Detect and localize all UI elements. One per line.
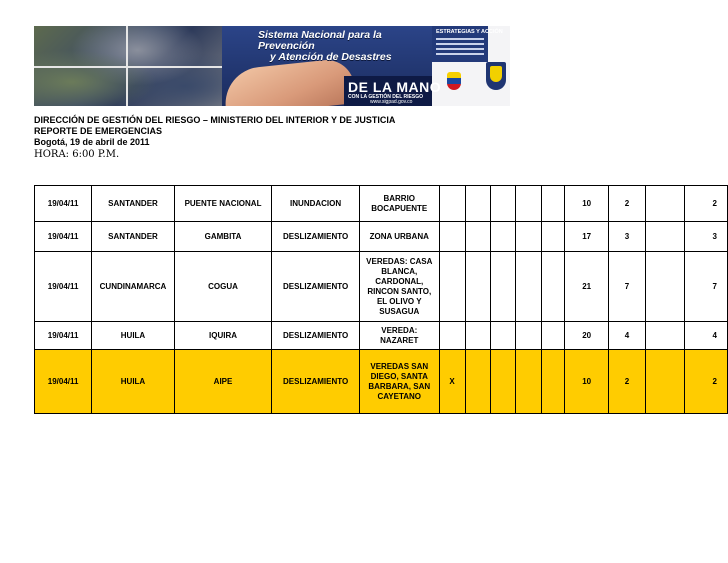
cell-empty (465, 252, 490, 322)
side-panel-lines (436, 38, 484, 58)
cell-empty (541, 222, 565, 252)
report-time: HORA: 6:00 P.M. (34, 149, 120, 160)
cell-empty (645, 222, 685, 252)
cell-mark (439, 322, 465, 350)
table-row (35, 322, 728, 350)
cell-mark (439, 252, 465, 322)
banner-side-heading: ESTRATEGIAS Y ACCIÓN (436, 29, 503, 35)
report-date: Bogotá, 19 de abril de 2011 (34, 137, 150, 147)
cell-date: 19/04/11 (35, 350, 92, 414)
cell-empty (516, 322, 541, 350)
banner-divider (34, 66, 222, 68)
cell-empty (516, 350, 541, 414)
cell-municipality: GAMBITA (174, 222, 271, 252)
table-row (35, 252, 728, 322)
cell-event: DESLIZAMIENTO (272, 252, 360, 322)
cell-municipality: PUENTE NACIONAL (174, 186, 271, 222)
cell-empty (516, 186, 541, 222)
cell-empty (645, 322, 685, 350)
table-row (35, 186, 728, 222)
cell-mark (439, 186, 465, 222)
table-row (35, 222, 728, 252)
cell-location: ZONA URBANA (359, 222, 439, 252)
cell-count-3: 2 (685, 186, 728, 222)
cell-empty (541, 322, 565, 350)
emergency-table (34, 185, 728, 414)
cell-count-1: 21 (565, 252, 609, 322)
report-title: REPORTE DE EMERGENCIAS (34, 126, 163, 136)
shield-inner (490, 66, 502, 82)
cell-municipality: AIPE (174, 350, 271, 414)
cell-event: DESLIZAMIENTO (272, 350, 360, 414)
table-row (35, 350, 728, 414)
cell-count-3: 4 (685, 322, 728, 350)
cell-date: 19/04/11 (35, 252, 92, 322)
cell-empty (645, 252, 685, 322)
cell-empty (541, 350, 565, 414)
banner-title-line2: y Atención de Desastres (270, 51, 392, 63)
cell-empty (516, 222, 541, 252)
cell-count-3: 2 (685, 350, 728, 414)
cell-empty (541, 186, 565, 222)
banner-title-line1: Sistema Nacional para la Prevención (258, 29, 382, 52)
cell-empty (541, 252, 565, 322)
cell-empty (490, 350, 515, 414)
cell-count-1: 10 (565, 186, 609, 222)
cell-department: HUILA (92, 322, 175, 350)
cell-empty (465, 322, 490, 350)
cell-location: VEREDAS SAN DIEGO, SANTA BARBARA, SAN CAYETANO (359, 350, 439, 414)
cell-empty (645, 186, 685, 222)
cell-count-2: 2 (609, 350, 645, 414)
cell-municipality: COGUA (174, 252, 271, 322)
cell-location: BARRIO BOCAPUENTE (359, 186, 439, 222)
cell-department: HUILA (92, 350, 175, 414)
cell-date: 19/04/11 (35, 222, 92, 252)
cell-empty (490, 222, 515, 252)
cell-empty (465, 186, 490, 222)
cell-count-1: 10 (565, 350, 609, 414)
banner-slogan-sub: CON LA GESTIÓN DEL RIESGO (348, 94, 424, 100)
cell-location: VEREDA: NAZARET (359, 322, 439, 350)
cell-count-3: 7 (685, 252, 728, 322)
cell-empty (645, 350, 685, 414)
cell-department: CUNDINAMARCA (92, 252, 175, 322)
cell-empty (465, 350, 490, 414)
cell-empty (465, 222, 490, 252)
cell-empty (490, 186, 515, 222)
report-institution: DIRECCIÓN DE GESTIÓN DEL RIESGO – MINISTERIO DEL INTERIOR Y DE JUSTICIA (34, 115, 396, 125)
cell-mark: X (439, 350, 465, 414)
cell-event: DESLIZAMIENTO (272, 222, 360, 252)
cell-date: 19/04/11 (35, 186, 92, 222)
cell-mark (439, 222, 465, 252)
cell-event: INUNDACION (272, 186, 360, 222)
cell-department: SANTANDER (92, 222, 175, 252)
cell-department: SANTANDER (92, 186, 175, 222)
cell-empty (490, 252, 515, 322)
cell-count-1: 17 (565, 222, 609, 252)
cell-location: VEREDAS: CASA BLANCA, CARDONAL, RINCON SANTO, EL OLIVO Y SUSAGUA (359, 252, 439, 322)
cell-date: 19/04/11 (35, 322, 92, 350)
cell-count-3: 3 (685, 222, 728, 252)
banner-title (258, 30, 438, 63)
cell-count-1: 20 (565, 322, 609, 350)
cell-event: DESLIZAMIENTO (272, 322, 360, 350)
cell-count-2: 7 (609, 252, 645, 322)
banner-url: www.sigpad.gov.co (370, 99, 413, 105)
cell-count-2: 4 (609, 322, 645, 350)
cell-empty (490, 322, 515, 350)
cell-empty (516, 252, 541, 322)
cell-count-2: 3 (609, 222, 645, 252)
cell-municipality: IQUIRA (174, 322, 271, 350)
colombia-crest-icon (447, 72, 461, 90)
banner-slogan: DE LA MANO (348, 79, 442, 95)
cell-count-2: 2 (609, 186, 645, 222)
